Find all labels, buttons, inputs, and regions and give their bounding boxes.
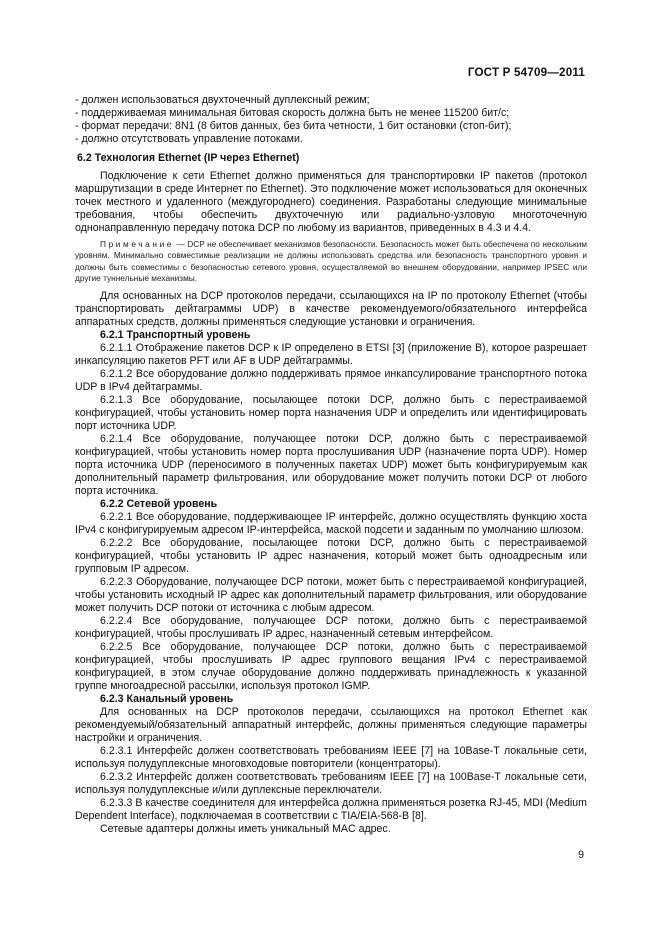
paragraph: 6.2.2.1 Все оборудование, поддерживающее IP интерфейс, должно осуществлять функцию хоста IPv4 с конфигурируемым адресом IP-интерфейса, маской подсети и заданным по умолчанию шлюзом. [75,510,587,536]
page-number: 9 [578,849,584,861]
paragraph: 6.2.1.4 Все оборудование, получающее потоки DCP, должно быть с перестраиваемой конфигурацией, чтобы установить номер порта прослушивания UDP (назначение порта UDP). Номер порта источника UDP (переносимого в полученных пакетах UDP) может быть конфигурируемым как дополнительный параметр фильтрования, или оборудование может получить потоки DCP от любого порта источника. [75,432,587,497]
list-item: - должно отсутствовать управление потоками. [75,133,303,145]
paragraph: 6.2.3.2 Интерфейс должен соответствовать требованиям IEEE [7] на 100Base-T локальные сети, используя полудуплексные и/или дуплексные переключатели. [75,770,587,796]
list-item: - формат передачи: 8N1 (8 битов данных, без бита четности, 1 бит остановки (стоп-бит); [75,120,512,132]
list-item: - должен использоваться двухточечный дуплексный режим; [75,94,370,106]
paragraph: 6.2.2.4 Все оборудование, получающее DCP потоки, должно быть с перестраиваемой конфигурацией, чтобы прослушивать IP адрес, назначенный сетевым интерфейсом. [75,614,587,640]
page-body [75,94,587,836]
standard-code-header: ГОСТ Р 54709—2011 [467,66,585,79]
note [75,239,587,285]
paragraph: Для основанных на DCP протоколов передачи, ссылающихся на IP по протоколу Ethernet (чтобы транспортировать дейтаграммы UDP) в качестве рекомендуемого/обязательного интерфейса аппаратных средств, должны применяться следующие установки и ограничения. [75,289,587,328]
paragraph: 6.2.2.2 Все оборудование, посылающее потоки DCP, должно быть с перестраиваемой конфигурацией, чтобы установить IP адрес назначения, который может быть одноадресным или групповым IP адресом. [75,536,587,575]
paragraph: 6.2.3.3 В качестве соединителя для интерфейса должна применяться розетка RJ-45, MDI (Medium Dependent Interface), подключаемая в соответствии с TIA/EIA-568-B [8]. [75,796,587,822]
paragraph: 6.2.2.5 Все оборудование, получающее DCP потоки, должно быть с перестраиваемой конфигурацией, чтобы прослушивать IP адрес группового вещания IPv4 с перестраиваемой конфигурацией, в этом случае оборудование должно поддерживать принадлежность к указанной группе многоадресной рассылки, используя протокол IGMP. [75,640,587,692]
paragraph: Подключение к сети Ethernet должно применяться для транспортировки IP пакетов (протокол маршрутизации в среде Интернет по Ethernet). Это подключение может использоваться для оконечных точек местного и удаленного (междугороднего) соединения. Разработаны следующие минимальные требования, чтобы обеспечить двухточечную или радиально-узловую многоточечную однонаправленную передачу потока DCP по любому из вариантов, приведенных в 4.3 и 4.4. [75,170,587,234]
section-heading-6-2-1: 6.2.1 Транспортный уровень [100,328,251,341]
note-label: Примечание [100,239,175,249]
paragraph: 6.2.3.1 Интерфейс должен соответствовать требованиям IEEE [7] на 10Base-T локальные сети, используя полудуплексные многовходовые повторители (концентраторы). [75,744,587,770]
paragraph: 6.2.1.3 Все оборудование, посылающее потоки DCP, должно быть с перестраиваемой конфигурацией, чтобы установить номер порта назначения UDP и определить или идентифицировать порт источника UDP. [75,393,587,432]
section-heading-6-2-2: 6.2.2 Сетевой уровень [100,497,218,510]
list-item: - поддерживаемая минимальная битовая скорость должна быть не менее 115200 бит/с; [75,107,510,119]
section-heading-6-2-3: 6.2.3 Канальный уровень [100,692,234,705]
paragraph: Сетевые адаптеры должны иметь уникальный MAC адрес. [100,822,391,835]
note-text: — DCP не обеспечивает механизмов безопасности. Безопасность может быть обеспечена по нескольким уровням. Минимально совместимые реализации не должны использовать средства или безопасность транспортного уровня и должны быть совместимы с безопасностью сетевого уровня, осуществляемой во внешнем оборудовании, например IPSEC или другие туннельные механизмы. [75,239,587,284]
section-heading-6-2: 6.2 Технология Ethernet (IP через Ethernet) [77,152,300,164]
paragraph: 6.2.2.3 Оборудование, получающее DCP потоки, может быть с перестраиваемой конфигурацией, чтобы установить исходный IP адрес как дополнительный параметр фильтрования, или оборудование может получить DCP потоки от источника с любым адресом. [75,575,587,614]
paragraph: Для основанных на DCP протоколов передачи, ссылающихся на протокол Ethernet как рекомендуемый/обязательный аппаратный интерфейс, должны применяться следующие параметры настройки и ограничения. [75,705,587,744]
paragraph: 6.2.1.2 Все оборудование должно поддерживать прямое инкапсулирование транспортного потока UDP в IPv4 дейтаграммы. [75,367,587,393]
paragraph: 6.2.1.1 Отображение пакетов DCP к IP определено в ETSI [3] (приложение В), которое разрешает инкапсуляцию пакетов PFT или AF в UDP дейтаграммы. [75,341,587,367]
